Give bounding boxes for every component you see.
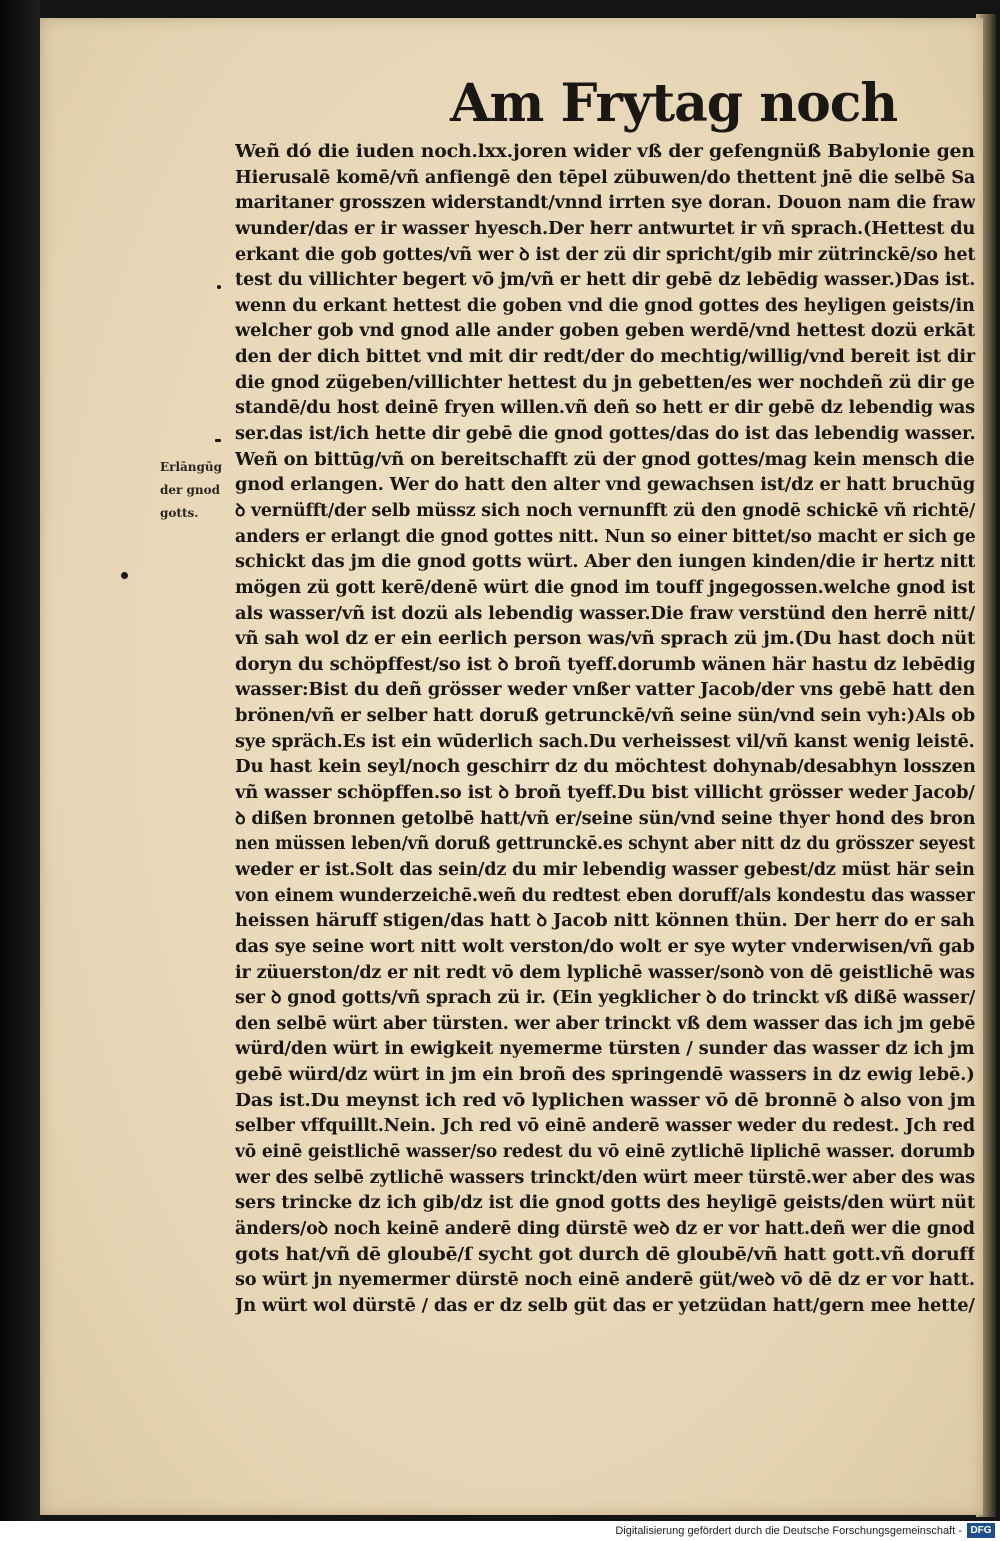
marginal-note-line: gotts.: [160, 506, 199, 520]
text-line: ser ꝺ gnod gotts/vñ sprach zü ir. (Ein yegklicher ꝺ do trinckt vß dißē wasser/: [235, 988, 976, 1009]
digitization-footer: [0, 1521, 1000, 1541]
text-line: gots hat/vñ dē gloubē/ſ sycht got durch dē gloubē/vñ hatt gott.vñ doruff: [235, 1244, 975, 1265]
text-line: doryn du schöpffest/so ist ꝺ broñ tyeff.dorumb wänen här hastu dz lebēdig: [235, 654, 976, 675]
text-line: Weñ on bittūg/vñ on bereitschafft zü der gnod gottes/mag kein mensch die: [235, 449, 975, 470]
text-line: das sye seine wort nitt wolt verston/do wolt er sye wyter vnderwisen/vñ gab: [235, 936, 975, 957]
text-line: von einem wunderzeichē.weñ du redtest eben doruff/als kondestu das wasser: [235, 885, 975, 906]
text-line: so würt jn nyemermer dürstē noch einē anderē güt/weꝺ vō dē dz er vor hatt.: [235, 1270, 975, 1291]
book-gutter-shadow: [0, 0, 40, 1521]
text-line: nen müssen leben/vñ doruß gettrunckē.es schynt aber nitt dz du grösszer seyest: [235, 834, 975, 855]
text-line: heissen häruff stigen/das hatt ꝺ Jacob nitt können thün. Der herr do er sah: [235, 911, 975, 932]
running-header: Am Frytag noch: [450, 73, 898, 134]
text-line: die gnod zügeben/villichter hettest du jn gebetten/es wer nochdeñ zü dir ge: [235, 372, 975, 393]
text-line: vñ wasser schöpffen.so ist ꝺ broñ tyeff.Du bist villicht grösser weder Jacob/: [235, 783, 975, 804]
text-line: ser.das ist/ich hette dir gebē die gnod gottes/das do ist das lebendig wasser.: [235, 424, 976, 445]
text-line: wenn du erkant hettest die goben vnd die gnod gottes des heyligen geists/in: [235, 295, 975, 316]
text-line: Hierusalē komē/vñ anfiengē den tēpel zübuwen/do thettent jnē die selbē Sa: [235, 167, 976, 188]
text-line: Das ist.Du meynst ich red vō lyplichen wasser vō dē bronnē ꝺ also von jm: [235, 1090, 976, 1111]
text-line: sye spräch.Es ist ein wūderlich sach.Du verheissest vil/vñ kanst wenig leistē.: [235, 731, 975, 752]
text-line: selber vffquillt.Nein. Jch red vō einē anderē wasser weder du redest. Jch red: [235, 1116, 975, 1137]
text-line: erkant die gob gottes/vñ wer ꝺ ist der zü dir spricht/gib mir zütrinckē/so het: [235, 244, 976, 265]
text-line: änders/oꝺ noch keinē anderē ding dürstē weꝺ dz er vor hatt.deñ wer die gnod: [235, 1218, 975, 1239]
ink-speck: [121, 572, 128, 579]
text-line: vō einē geistlichē wasser/so redest du vō einē zytlichē liplichē wasser. dorumb: [235, 1141, 975, 1162]
text-line: ir züuerston/dz er nit redt vō dem lyplichē wasser/sonꝺ von dē geistlichē was: [235, 962, 975, 983]
text-line: gnod erlangen. Wer do hatt den alter vnd gewachsen ist/dz er hatt bruchūg: [235, 475, 975, 496]
text-line: Jn würt wol dürstē / das er dz selb güt das er yetzüdan hatt/gern mee hette/: [235, 1295, 975, 1316]
text-line: sers trincke dz ich gib/dz ist die gnod gotts des heyligē geists/den würt nüt: [235, 1193, 975, 1214]
marginal-note: [160, 456, 222, 525]
text-line: welcher gob vnd gnod alle ander goben geben werdē/vnd hettest dozü erkāt: [235, 321, 975, 342]
ink-speck: [215, 439, 221, 442]
dfg-logo: DFG: [967, 1523, 995, 1538]
text-line: wasser:Bist du deñ grösser weder vnßer vatter Jacob/der vns gebē hatt den: [235, 680, 975, 701]
text-line: würd/den würt in ewigkeit nyemerme türsten / sunder das wasser dz ich jm: [235, 1039, 975, 1060]
text-line: vñ sah wol dz er ein eerlich person was/vñ sprach zü jm.(Du hast doch nüt: [235, 629, 976, 650]
page-body-text: [235, 140, 975, 1319]
text-line: anders er erlangt die gnod gottes nitt. Nun so einer bittet/so macht er sich ge: [235, 526, 976, 547]
text-line: wunder/das er ir wasser hyesch.Der herr antwurtet ir vñ sprach.(Hettest du: [235, 218, 975, 239]
text-line: schickt das jm die gnod gotts würt. Aber den iungen kinden/die ir hertz nitt: [235, 552, 976, 573]
text-line: als wasser/vñ ist dozü als lebendig wasser.Die fraw verstünd den herrē nitt/: [235, 603, 975, 624]
text-line: weder er ist.Solt das sein/dz du mir lebendig wasser gebest/dz müst här sein: [235, 859, 975, 880]
text-line: den selbē würt aber türsten. wer aber trinckt vß dem wasser das ich jm gebē: [235, 1013, 976, 1034]
funding-credit: Digitalisierung gefördert durch die Deutsche Forschungsgemeinschaft -: [615, 1525, 962, 1537]
text-line: Du hast kein seyl/noch geschirr dz du möchtest dohynab/desabhyn losszen: [235, 757, 976, 778]
text-line: ꝺ dißen bronnen getolbē hatt/vñ er/seine sün/vnd seine thyer hond des bron: [235, 808, 976, 829]
text-line: maritaner grosszen widerstandt/vnnd irrten sye doran. Douon nam die fraw: [235, 193, 976, 214]
text-line: standē/du host deinē fryen willen.vñ deñ so hett er dir gebē dz lebendig was: [235, 398, 975, 419]
marginal-note-line: Erlāngūg: [160, 460, 223, 474]
marginal-note-line: der gnod: [160, 483, 221, 497]
text-line: ꝺ vernüfft/der selb müssz sich noch vernunfft zü den gnodē schickē vñ richtē/: [235, 500, 976, 521]
text-line: test du villichter begert vō jm/vñ er hett dir gebē dz lebēdig wasser.)Das ist.: [235, 270, 976, 291]
ink-speck: [217, 285, 221, 289]
text-line: Weñ dó die iuden noch.lxx.joren wider vß der gefengnüß Babylonie gen: [235, 142, 975, 162]
text-line: brönen/vñ er selber hatt doruß getrunckē/vñ seine sün/vnd sein vyh:)Als ob: [235, 706, 976, 727]
text-line: wer des selbē zytlichē wassers trinckt/den würt meer türstē.wer aber des was: [235, 1167, 975, 1188]
text-line: den der dich bittet vnd mit dir redt/der do mechtig/willig/vnd bereit ist dir: [235, 347, 976, 368]
text-line: mögen zü gott kerē/denē würt die gnod im touff jngegossen.welche gnod ist: [235, 577, 976, 598]
text-line: gebē würd/dz würt in jm ein broñ des springendē wassers in dz ewig lebē.): [235, 1065, 975, 1086]
